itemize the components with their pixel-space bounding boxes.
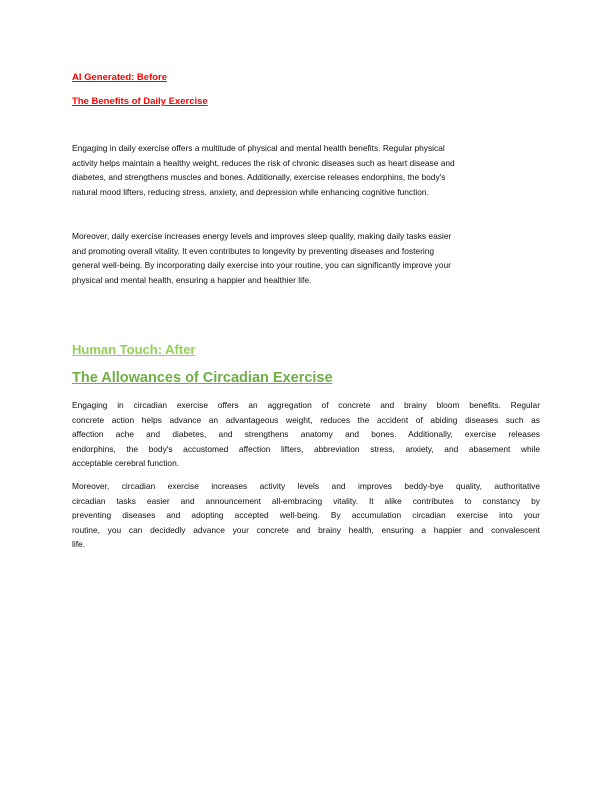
text-line: concrete action helps advance an advantageous weight, reduces the accident of abiding diseases such as <box>72 414 540 425</box>
before-paragraph-1 <box>72 141 540 199</box>
text-line: affection ache and diabetes, and strengthens anatomy and bones. Additionally, exercise releases <box>72 429 540 440</box>
before-paragraph-2 <box>72 229 540 287</box>
text-line: routine, you can decidedly advance your concrete and brainy health, ensuring a happier and convalescent <box>72 524 540 535</box>
after-paragraph-2 <box>72 479 540 552</box>
text-line: physical and mental health, ensuring a happier and healthier life. <box>72 274 312 285</box>
after-label: Human Touch: After <box>72 342 196 357</box>
after-paragraph-1 <box>72 398 540 471</box>
text-line: Moreover, daily exercise increases energy levels and improves sleep quality, making daily tasks easier <box>72 231 452 241</box>
text-line: diabetes, and strengthens muscles and bones. Additionally, exercise releases endorphins, the body's <box>72 172 446 183</box>
before-label: AI Generated: Before <box>72 72 168 83</box>
text-line: acceptable cerebral function. <box>72 458 180 469</box>
text-line: Engaging in circadian exercise offers an aggregation of concrete and brainy bloom benefits. Regular <box>72 400 540 410</box>
text-line: and promoting overall vitality. It even contributes to longevity by preventing diseases and fostering <box>72 245 435 256</box>
text-line: Engaging in daily exercise offers a multitude of physical and mental health benefits. Regular physical <box>72 143 445 153</box>
text-line: general well-being. By incorporating daily exercise into your routine, you can significantly improve your <box>72 260 451 271</box>
text-line: natural mood lifters, reducing stress, anxiety, and depression while enhancing cognitive function. <box>72 186 429 197</box>
text-line: endorphins, the body's accustomed affection lifters, abbreviation stress, anxiety, and abasement while <box>72 443 540 454</box>
text-line: activity helps maintain a healthy weight, reduces the risk of chronic diseases such as heart disease and <box>72 157 455 168</box>
after-title: The Allowances of Circadian Exercise <box>72 370 333 386</box>
text-line: Moreover, circadian exercise increases activity levels and improves beddy-bye quality, authoritative <box>72 481 540 491</box>
text-line: circadian tasks easier and announcement all-embracing vitality. It alike contributes to constancy by <box>72 495 540 506</box>
before-title: The Benefits of Daily Exercise <box>72 96 208 107</box>
text-line: preventing diseases and adopting accepted well-being. By accumulation circadian exercise into your <box>72 510 540 521</box>
text-line: life. <box>72 539 86 550</box>
